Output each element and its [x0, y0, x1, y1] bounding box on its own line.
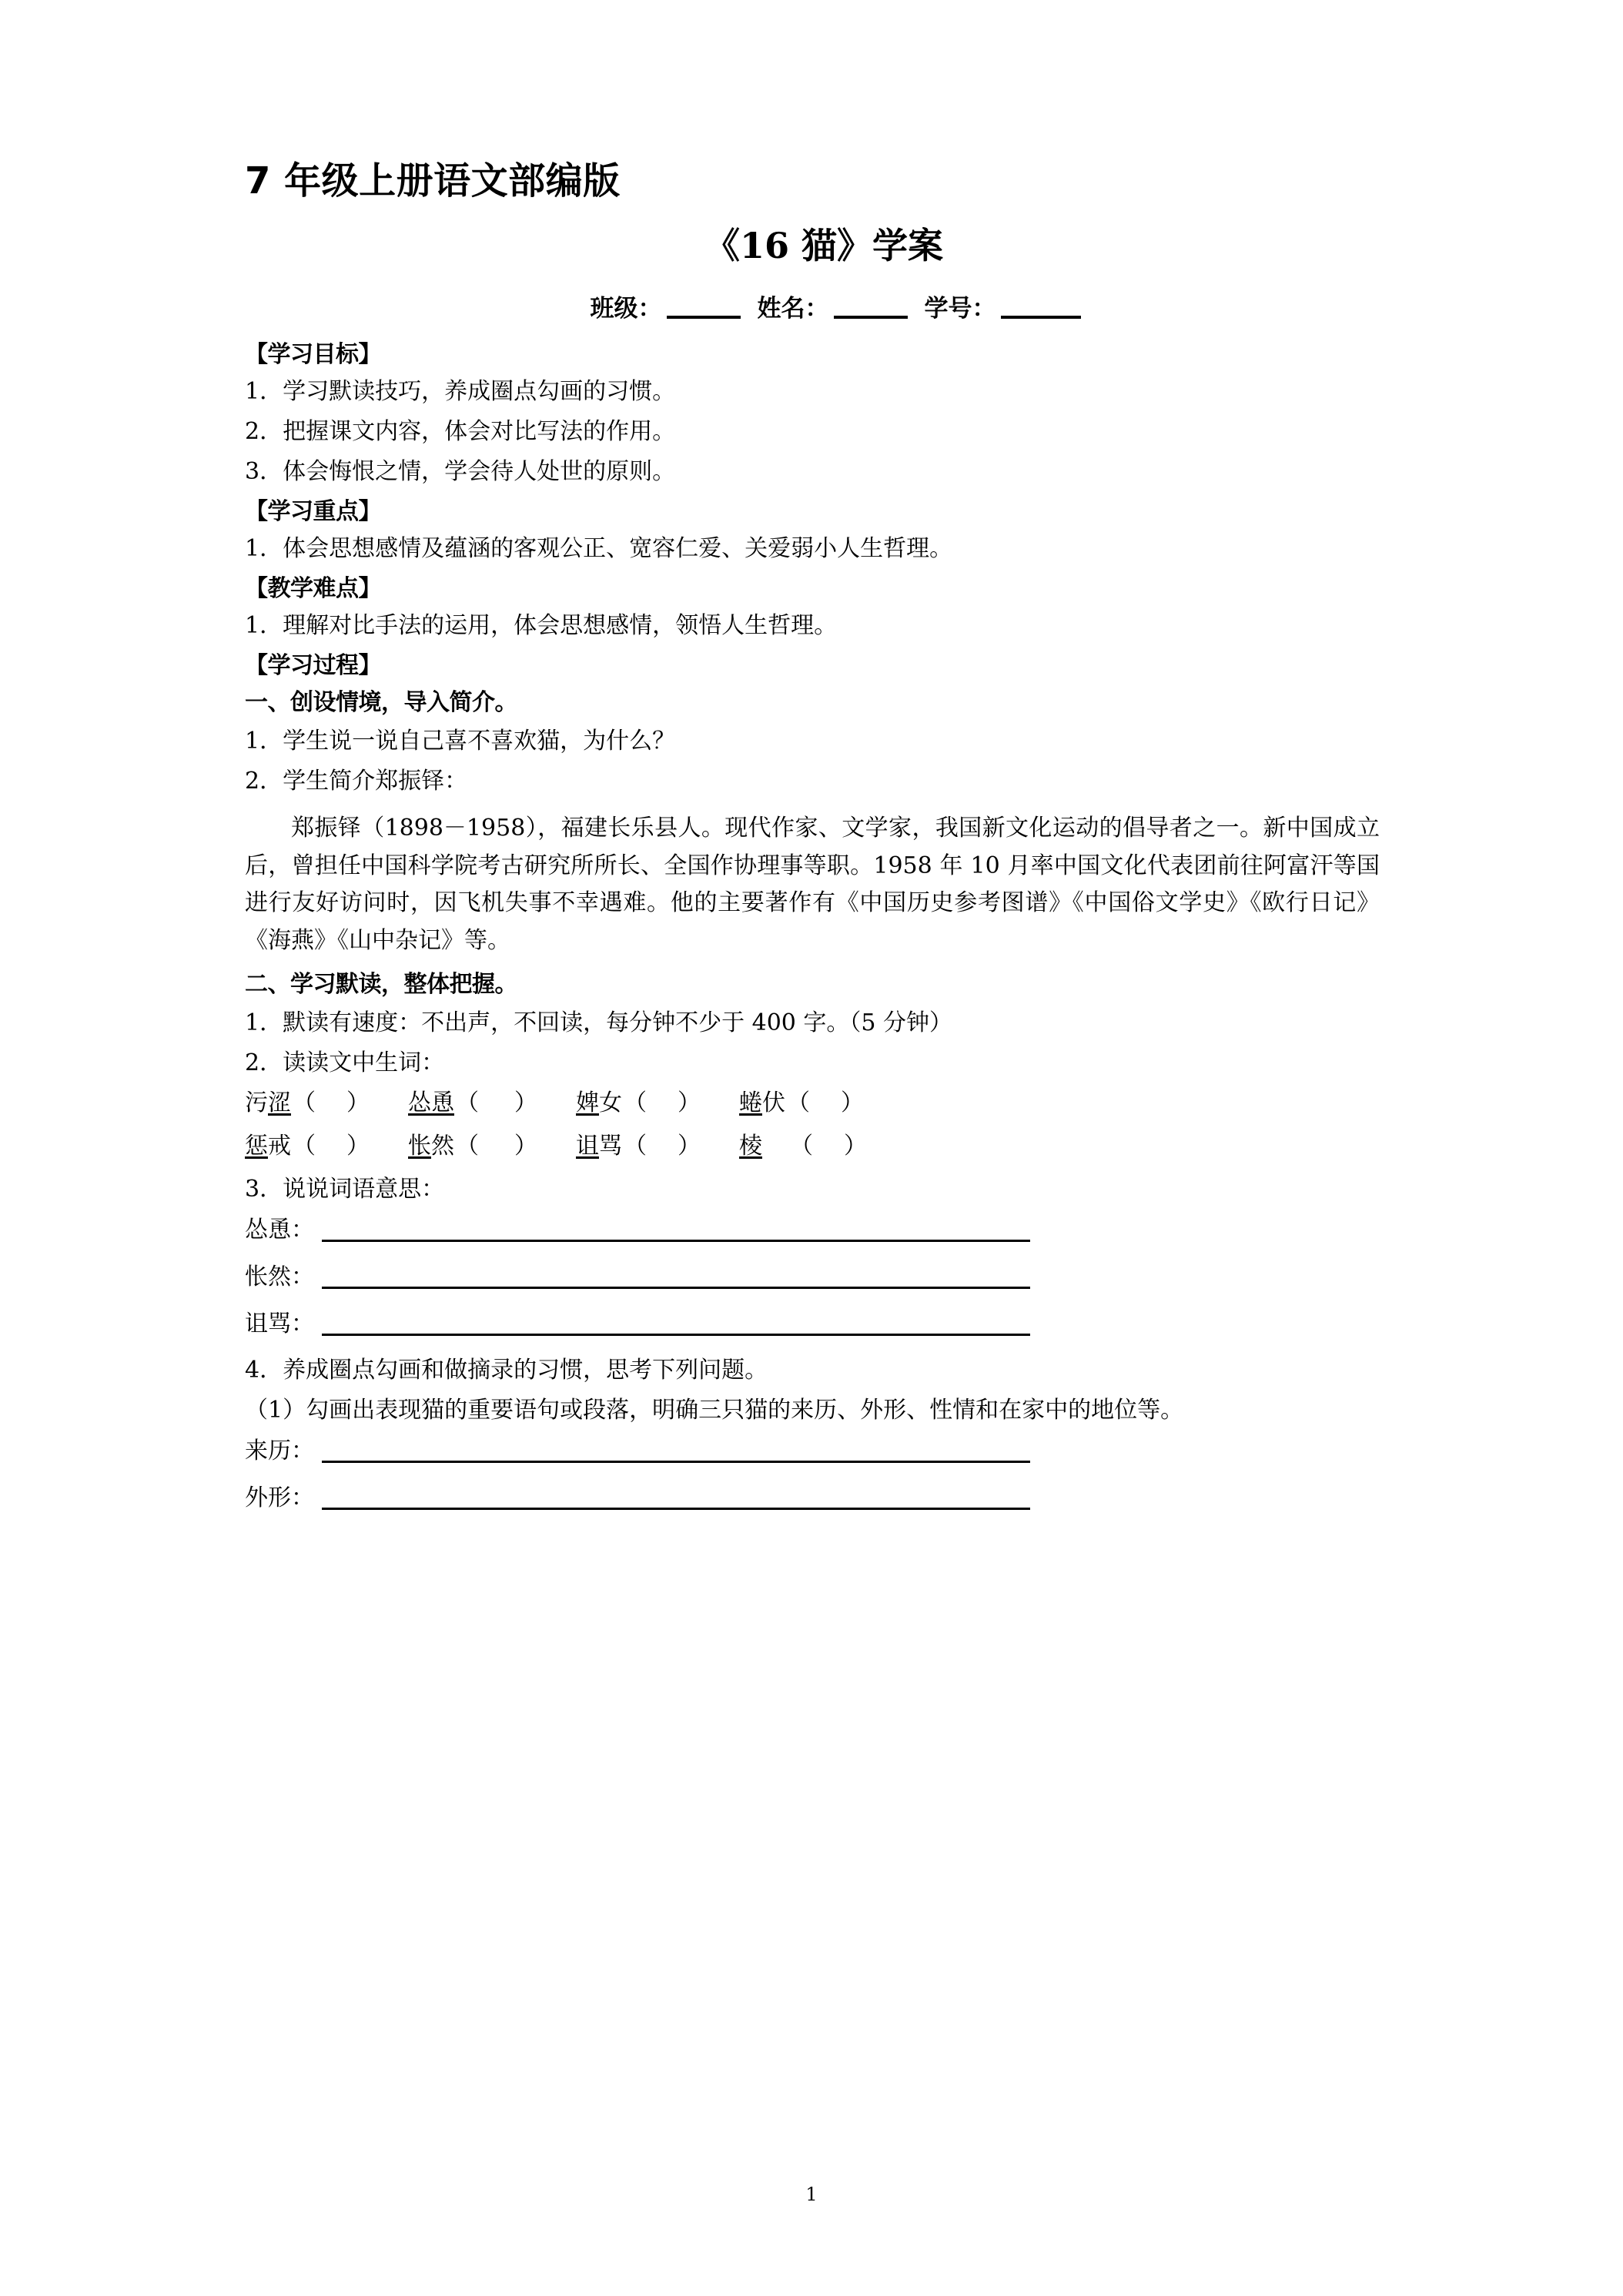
biography-block [245, 810, 1380, 959]
student-id-input-blank[interactable] [1001, 316, 1081, 319]
meaning-blank-row [245, 1218, 1380, 1242]
subsection-heading-part-one: 一、创设情境，导入简介。 [245, 689, 517, 717]
meaning-blank-row [245, 1312, 1380, 1336]
paren-left: （ [293, 1089, 316, 1117]
vocab-underlined: 婢 [576, 1089, 599, 1117]
appearance-answer-blank[interactable] [322, 1486, 1030, 1510]
section-heading-difficulties: 【教学难点】 [245, 575, 381, 603]
vocab-underlined: 怂恿 [408, 1089, 454, 1117]
vocab-item[interactable] [576, 1089, 701, 1117]
part-one-item-1: 1．学生说一说自己喜不喜欢猫，为什么？ [245, 728, 676, 755]
part-two-item-3: 3．说说词语意思： [245, 1176, 445, 1203]
paren-left: （ [293, 1133, 316, 1160]
paren-right: ） [678, 1133, 701, 1160]
meaning-label: 怂恿： [245, 1217, 314, 1244]
part-two-item-2: 2．读读文中生词： [245, 1049, 445, 1077]
answer-blank-row [245, 1486, 1380, 1510]
paren-right: ） [841, 1089, 864, 1117]
paren-left: （ [456, 1133, 479, 1160]
name-input-blank[interactable] [834, 316, 908, 319]
vocab-item[interactable] [245, 1135, 370, 1158]
meaning-answer-blank[interactable] [322, 1218, 1030, 1242]
page-number: 1 [805, 2184, 818, 2205]
lesson-title: 《16 猫》学案 [704, 224, 944, 266]
vocab-underlined: 怅 [408, 1133, 431, 1160]
part-two-item-4: 4．养成圈点勾画和做摘录的习惯，思考下列问题。 [245, 1357, 768, 1384]
vocab-suffix: 伏 [762, 1089, 785, 1117]
objective-item-2: 2．把握课文内容，体会对比写法的作用。 [245, 418, 676, 446]
vocab-underlined: 诅 [576, 1133, 599, 1160]
objective-item-3: 3．体会悔恨之情，学会待人处世的原则。 [245, 458, 676, 486]
answer-label: 来历： [245, 1438, 314, 1465]
part-two-question-1: （1）勾画出表现猫的重要语句或段落，明确三只猫的来历、外形、性情和在家中的地位等。 [245, 1397, 1184, 1424]
vocab-underlined: 惩 [245, 1133, 268, 1160]
answer-blank-row [245, 1439, 1380, 1463]
section-heading-key-points: 【学习重点】 [245, 498, 381, 526]
vocab-item[interactable] [408, 1089, 537, 1117]
document-content [245, 160, 1380, 1533]
objective-item-1: 1．学习默读技巧，养成圈点勾画的习惯。 [245, 378, 676, 406]
vocab-suffix: 戒 [268, 1133, 291, 1160]
vocab-item[interactable] [245, 1089, 370, 1117]
paren-left: （ [790, 1133, 813, 1160]
paren-right: ） [514, 1089, 537, 1117]
student-id-label: 学号： [924, 294, 996, 323]
paren-right: ） [514, 1133, 537, 1160]
part-one-item-2: 2．学生简介郑振铎： [245, 768, 468, 795]
paren-right: ） [844, 1133, 867, 1160]
origin-answer-blank[interactable] [322, 1439, 1030, 1463]
paren-right: ） [678, 1089, 701, 1117]
meaning-blank-row [245, 1265, 1380, 1289]
meaning-label: 诅骂： [245, 1310, 314, 1338]
vocab-suffix: 然 [431, 1133, 454, 1160]
vocab-underlined: 蜷 [739, 1089, 762, 1117]
paren-left: （ [787, 1089, 810, 1117]
vocab-suffix: 女 [599, 1089, 622, 1117]
vocab-underlined: 涩 [268, 1089, 291, 1117]
class-label: 班级： [590, 294, 662, 323]
paren-left: （ [624, 1089, 647, 1117]
meaning-answer-blank[interactable] [322, 1312, 1030, 1336]
paren-right: ） [346, 1133, 370, 1160]
vocab-item[interactable] [739, 1089, 864, 1117]
vocabulary-row [245, 1135, 1380, 1158]
vocab-item[interactable] [576, 1135, 701, 1158]
section-heading-process: 【学习过程】 [245, 652, 381, 680]
meaning-label: 怅然： [245, 1263, 314, 1291]
student-info-line [245, 295, 1380, 323]
key-point-item-1: 1．体会思想感情及蕴涵的客观公正、宽容仁爱、关爱弱小人生哲理。 [245, 535, 953, 563]
paren-left: （ [456, 1089, 479, 1117]
vocab-suffix: 骂 [599, 1133, 622, 1160]
vocab-item[interactable] [739, 1135, 867, 1158]
section-heading-objectives: 【学习目标】 [245, 341, 381, 369]
paren-left: （ [624, 1133, 647, 1160]
vocabulary-row [245, 1089, 1380, 1117]
paren-right: ） [346, 1089, 370, 1117]
name-label: 姓名： [757, 294, 829, 323]
answer-label: 外形： [245, 1484, 314, 1512]
part-two-item-1: 1．默读有速度：不出声，不回读，每分钟不少于 400 字。（5 分钟） [245, 1009, 953, 1037]
author-biography: 郑振铎（1898－1958），福建长乐县人。现代作家、文学家，我国新文化运动的倡导者之一。新中国成立后，曾担任中国科学院考古研究所所长、全国作协理事等职。1958 年 10 月率中国文化代表团前往阿富汗等国进行友好访问时，因飞机失事不幸遇难。他的主要著作有《中国历史参考图谱》《中国俗文学史》《欧行日记》《海燕》《山中杂记》等。 [245, 815, 1380, 954]
vocab-item[interactable] [408, 1135, 537, 1158]
subsection-heading-part-two: 二、学习默读，整体把握。 [245, 971, 517, 999]
page-title: 7 年级上册语文部编版 [245, 159, 621, 202]
vocab-prefix: 污 [245, 1089, 268, 1117]
difficulty-item-1: 1．理解对比手法的运用，体会思想感情，领悟人生哲理。 [245, 612, 838, 640]
meaning-answer-blank[interactable] [322, 1265, 1030, 1289]
vocab-underlined: 棱 [739, 1133, 762, 1160]
class-input-blank[interactable] [667, 316, 741, 319]
